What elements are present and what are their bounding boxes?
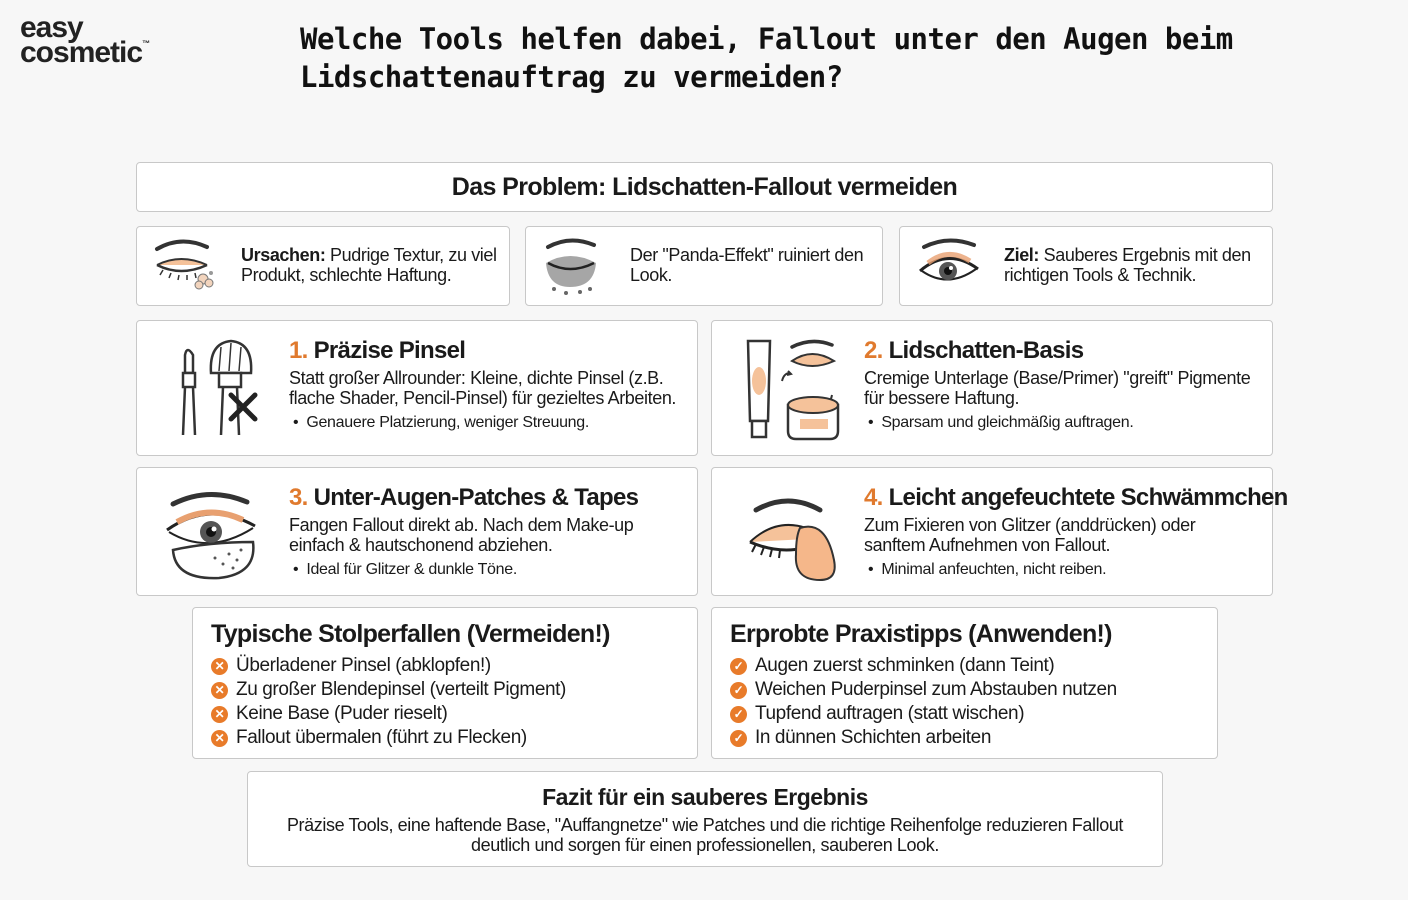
pitfalls-list (211, 654, 566, 750)
problem-header (136, 162, 1273, 212)
tool-card-primer (711, 320, 1273, 456)
tool-card-patches (136, 467, 698, 596)
panda-eye-icon (540, 235, 610, 297)
pitfall-item-text: Keine Base (Puder rieselt) (236, 703, 448, 724)
problem-card-goal-text (1004, 245, 1264, 285)
tool-title-text-4: Leicht angefeuchtete Schwämmchen (888, 484, 1288, 511)
tip-item (730, 678, 1117, 702)
tool-card-brushes (136, 320, 698, 456)
tip-item-text: Weichen Puderpinsel zum Abstauben nutzen (755, 679, 1117, 700)
problem-card-panda-body: Der "Panda-Effekt" ruiniert den Look. (630, 245, 864, 285)
pitfall-item (211, 654, 566, 678)
problem-card-causes-label: Ursachen: (241, 245, 326, 265)
page-title: Welche Tools helfen dabei, Fallout unter den Augen beim Lidschattenauftrag zu vermeiden? (300, 22, 1233, 94)
x-circle-icon: ✕ (211, 706, 228, 723)
tool-number-3: 3. (289, 484, 308, 511)
tool-title-text-1: Präzise Pinsel (313, 337, 466, 364)
brand-logo (20, 11, 151, 69)
tool-title-sponge (864, 484, 1288, 512)
problem-card-causes (136, 226, 510, 306)
problem-card-goal-body: Sauberes Ergebnis mit den richtigen Tools & Technik. (1004, 245, 1251, 285)
problem-card-panda-text (630, 245, 874, 285)
problem-card-panda (525, 226, 883, 306)
tool-title-text-2: Lidschatten-Basis (888, 337, 1084, 364)
pitfall-item (211, 678, 566, 702)
conclusion-title: Fazit für ein sauberes Ergebnis (542, 784, 868, 810)
tool-desc-sponge: Zum Fixieren von Glitzer (anddrücken) oder sanftem Aufnehmen von Fallout. (864, 515, 1196, 555)
brushes-icon (159, 333, 269, 443)
logo-line-2 (20, 35, 151, 69)
tool-desc-brushes: Statt großer Allrounder: Kleine, dichte Pinsel (z.B. flache Shader, Pencil-Pinsel) für gezieltes Arbeiten. (289, 368, 677, 408)
tip-item-text: Tupfend auftragen (statt wischen) (755, 703, 1025, 724)
tool-title-primer (864, 337, 1083, 365)
sponge-icon (734, 480, 844, 590)
pitfalls-title: Typische Stolperfallen (Vermeiden!) (211, 620, 610, 648)
logo-line-1: easy (20, 11, 83, 44)
tip-item-text: In dünnen Schichten arbeiten (755, 727, 991, 748)
tool-desc-primer: Cremige Unterlage (Base/Primer) "greift" Pigmente für bessere Haftung. (864, 368, 1251, 408)
tool-bullet-brushes: • Genauere Platzierung, weniger Streuung. (293, 414, 589, 432)
tool-desc-patches: Fangen Fallout direkt ab. Nach dem Make-up einfach & hautschonend abziehen. (289, 515, 634, 555)
pitfall-item-text: Fallout übermalen (führt zu Flecken) (236, 727, 527, 748)
tool-bullet-primer: • Sparsam und gleichmäßig auftragen. (868, 414, 1133, 432)
conclusion-box (247, 771, 1163, 867)
tips-list (730, 654, 1117, 750)
clean-eye-icon (914, 235, 984, 297)
under-eye-patch-icon (159, 480, 269, 590)
check-circle-icon: ✓ (730, 730, 747, 747)
tool-title-brushes (289, 337, 465, 365)
tips-box (711, 607, 1218, 759)
tool-title-text-3: Unter-Augen-Patches & Tapes (313, 484, 639, 511)
eye-shadow-powder-icon (151, 235, 221, 297)
problem-card-causes-text (241, 245, 501, 285)
tool-title-patches (289, 484, 638, 512)
pitfall-item-text: Überladener Pinsel (abklopfen!) (236, 655, 491, 676)
check-circle-icon: ✓ (730, 682, 747, 699)
tip-item-text: Augen zuerst schminken (dann Teint) (755, 655, 1055, 676)
tip-item (730, 726, 1117, 750)
logo-line-2-text: cosmetic (20, 35, 143, 69)
check-circle-icon: ✓ (730, 658, 747, 675)
tool-number-4: 4. (864, 484, 883, 511)
problem-card-goal-label: Ziel: (1004, 245, 1040, 265)
tip-item (730, 702, 1117, 726)
tool-number-1: 1. (289, 337, 308, 364)
pitfall-item (211, 726, 566, 750)
x-circle-icon: ✕ (211, 730, 228, 747)
x-circle-icon: ✕ (211, 658, 228, 675)
tool-number-2: 2. (864, 337, 883, 364)
problem-header-title: Das Problem: Lidschatten-Fallout vermeiden (451, 173, 958, 201)
tips-title: Erprobte Praxistipps (Anwenden!) (730, 620, 1112, 648)
check-circle-icon: ✓ (730, 706, 747, 723)
problem-card-causes-body: Pudrige Textur, zu viel Produkt, schlechte Haftung. (241, 245, 497, 285)
pitfalls-box (192, 607, 698, 759)
conclusion-text: Präzise Tools, eine haftende Base, "Auffangnetze" wie Patches und die richtige Reihenfolge reduzieren Fallout deutlich und sorgen für einen professionellen, sauberen Look. (286, 815, 1124, 855)
tool-bullet-sponge: • Minimal anfeuchten, nicht reiben. (868, 561, 1106, 579)
pitfall-item (211, 702, 566, 726)
problem-card-goal (899, 226, 1273, 306)
x-circle-icon: ✕ (211, 682, 228, 699)
tool-bullet-patches: • Ideal für Glitzer & dunkle Töne. (293, 561, 517, 579)
tip-item (730, 654, 1117, 678)
primer-icon (734, 333, 844, 443)
pitfall-item-text: Zu großer Blendepinsel (verteilt Pigment) (236, 679, 566, 700)
trademark-sign: ™ (142, 38, 151, 48)
tool-card-sponge (711, 467, 1288, 596)
